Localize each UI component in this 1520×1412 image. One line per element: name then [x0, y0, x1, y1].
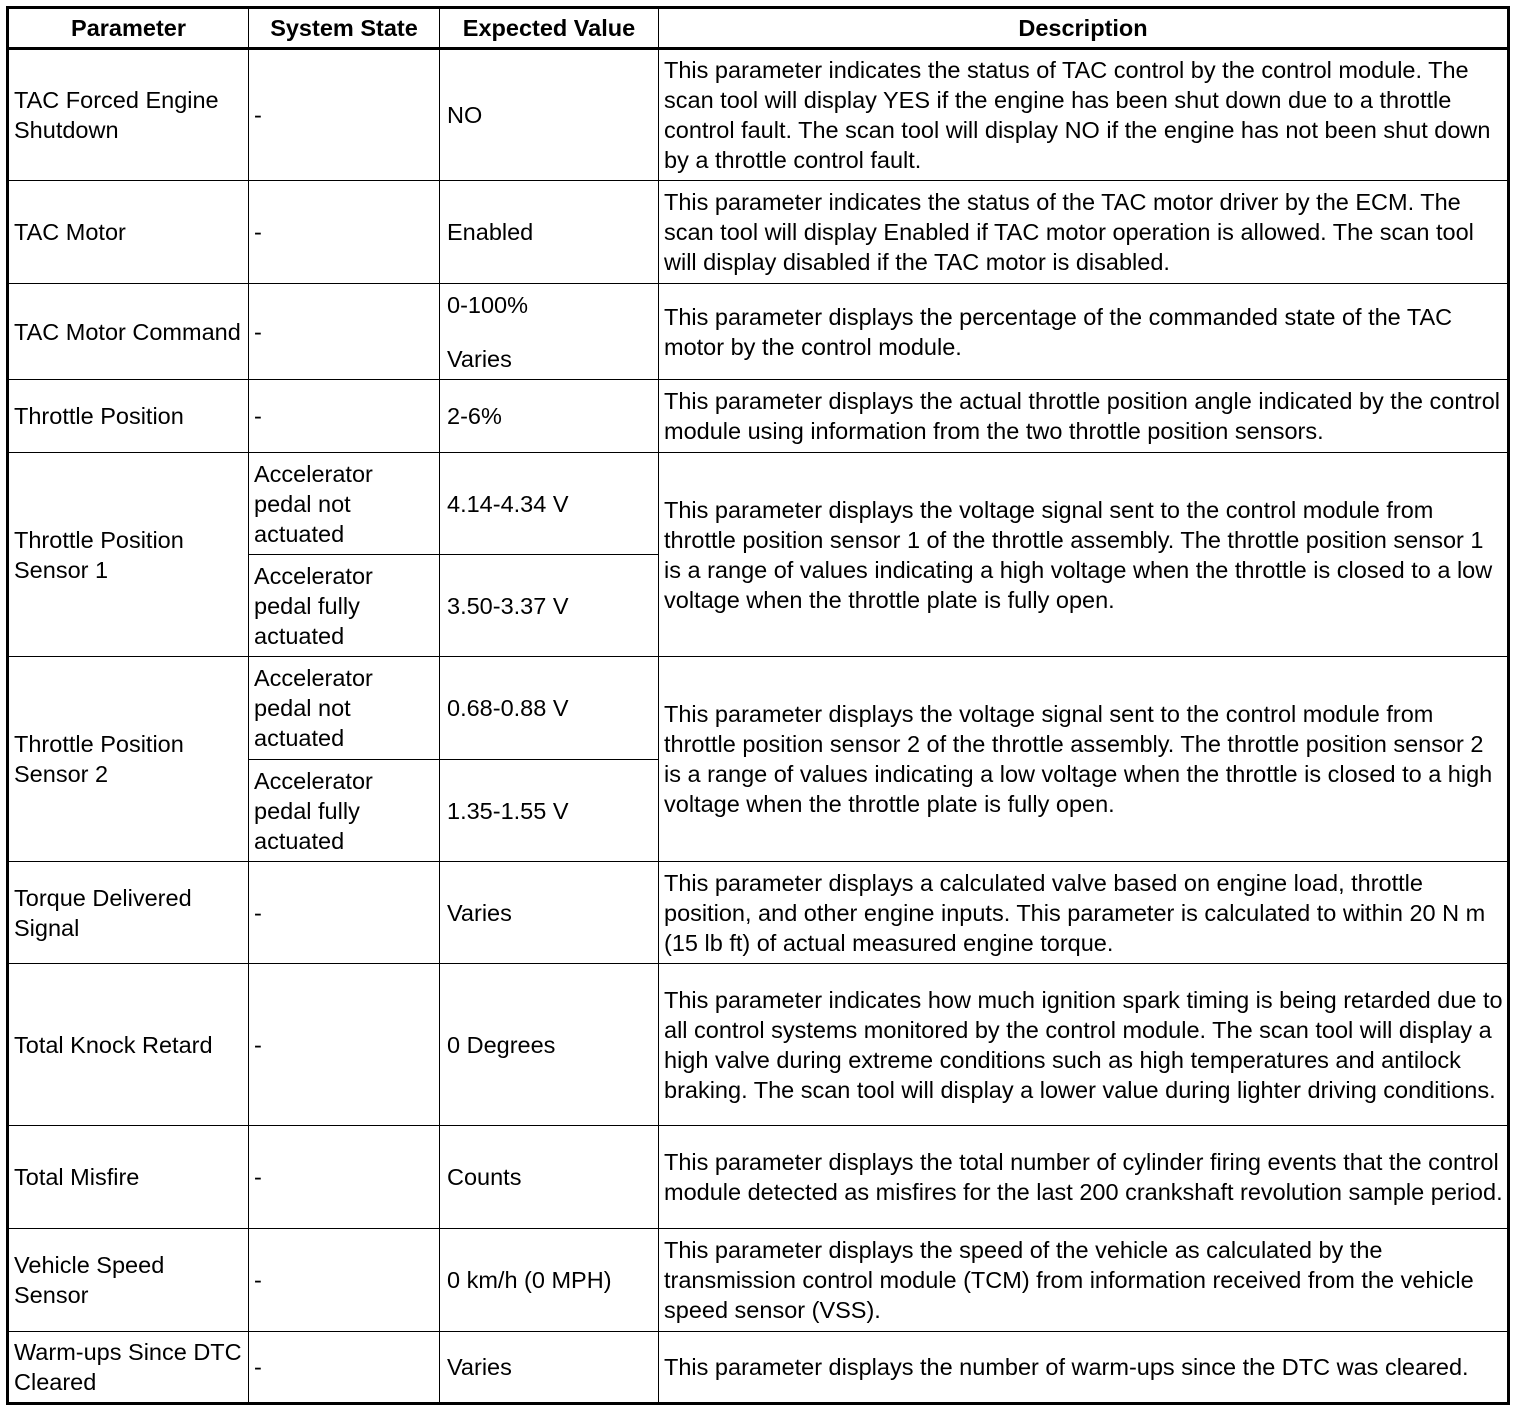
expected-value-cell: 0 Degrees	[440, 964, 659, 1126]
description-cell: This parameter displays the number of warm-ups since the DTC was cleared.	[659, 1332, 1509, 1404]
parameter-cell: Total Knock Retard	[8, 964, 249, 1126]
expected-value-cell: 2-6%	[440, 380, 659, 453]
description-cell: This parameter displays a calculated valve based on engine load, throttle position, and other engine inputs. This parameter is calculated to within 20 N m (15 lb ft) of actual measured engine torque.	[659, 862, 1509, 964]
header-row	[8, 8, 1509, 49]
system-state-cell: -	[249, 380, 440, 453]
system-state-cell: -	[249, 862, 440, 964]
description-cell: This parameter indicates the status of TAC control by the control module. The scan tool will display YES if the engine has been shut down due to a throttle control fault. The scan tool will display NO if the engine has not been shut down by a throttle control fault.	[659, 49, 1509, 181]
expected-value-cell: 0 km/h (0 MPH)	[440, 1229, 659, 1332]
table-row	[8, 284, 1509, 380]
system-state-cell: -	[249, 1126, 440, 1229]
expected-range: 0-100%	[447, 291, 528, 318]
header-parameter: Parameter	[8, 8, 249, 49]
expected-value-cell: 1.35-1.55 V	[440, 760, 659, 862]
expected-value-cell	[440, 284, 659, 380]
table-row	[8, 49, 1509, 181]
system-state-cell: -	[249, 49, 440, 181]
expected-value-cell: Varies	[440, 862, 659, 964]
description-cell: This parameter indicates how much ignition spark timing is being retarded due to all control systems monitored by the control module. The scan tool will display a high valve during extreme conditions such as high temperatures and antilock braking. The scan tool will display a lower value during lighter driving conditions.	[659, 964, 1509, 1126]
parameter-cell: Throttle Position Sensor 1	[8, 453, 249, 657]
parameter-cell: Torque Delivered Signal	[8, 862, 249, 964]
description-cell: This parameter displays the voltage signal sent to the control module from throttle position sensor 1 of the throttle assembly. The throttle position sensor 1 is a range of values indicating a high voltage when the throttle is closed to a low voltage when the throttle plate is fully open.	[659, 453, 1509, 657]
header-system-state: System State	[249, 8, 440, 49]
parameter-cell: Throttle Position	[8, 380, 249, 453]
expected-value-cell: Varies	[440, 1332, 659, 1404]
table-row	[8, 1126, 1509, 1229]
description-cell: This parameter displays the total number of cylinder firing events that the control module detected as misfires for the last 200 crankshaft revolution sample period.	[659, 1126, 1509, 1229]
expected-note: Varies	[447, 345, 512, 372]
parameter-cell: TAC Motor Command	[8, 284, 249, 380]
parameter-cell: Throttle Position Sensor 2	[8, 657, 249, 862]
expected-value-cell: 3.50-3.37 V	[440, 555, 659, 657]
table-row	[8, 964, 1509, 1126]
expected-value-cell: NO	[440, 49, 659, 181]
system-state-cell: Accelerator pedal not actuated	[249, 657, 440, 760]
system-state-cell: -	[249, 964, 440, 1126]
expected-value-cell: Enabled	[440, 181, 659, 284]
system-state-cell: -	[249, 181, 440, 284]
parameter-cell: TAC Motor	[8, 181, 249, 284]
system-state-cell: Accelerator pedal fully actuated	[249, 555, 440, 657]
table-row	[8, 380, 1509, 453]
system-state-cell: -	[249, 1332, 440, 1404]
system-state-cell: -	[249, 1229, 440, 1332]
expected-value-cell: 0.68-0.88 V	[440, 657, 659, 760]
parameter-cell: Total Misfire	[8, 1126, 249, 1229]
header-expected-value: Expected Value	[440, 8, 659, 49]
expected-value-cell: Counts	[440, 1126, 659, 1229]
table-row	[8, 453, 1509, 555]
parameter-cell: TAC Forced Engine Shutdown	[8, 49, 249, 181]
expected-value-cell: 4.14-4.34 V	[440, 453, 659, 555]
description-cell: This parameter displays the speed of the vehicle as calculated by the transmission control module (TCM) from information received from the vehicle speed sensor (VSS).	[659, 1229, 1509, 1332]
table-row	[8, 657, 1509, 760]
table-row	[8, 1229, 1509, 1332]
parameter-cell: Vehicle Speed Sensor	[8, 1229, 249, 1332]
description-cell: This parameter displays the percentage of the commanded state of the TAC motor by the control module.	[659, 284, 1509, 380]
table-row	[8, 181, 1509, 284]
system-state-cell: Accelerator pedal fully actuated	[249, 760, 440, 862]
parameter-cell: Warm-ups Since DTC Cleared	[8, 1332, 249, 1404]
description-cell: This parameter indicates the status of the TAC motor driver by the ECM. The scan tool will display Enabled if TAC motor operation is allowed. The scan tool will display disabled if the TAC motor is disabled.	[659, 181, 1509, 284]
description-cell: This parameter displays the voltage signal sent to the control module from throttle position sensor 2 of the throttle assembly. The throttle position sensor 2 is a range of values indicating a low voltage when the throttle is closed to a high voltage when the throttle plate is fully open.	[659, 657, 1509, 862]
system-state-cell: -	[249, 284, 440, 380]
system-state-cell: Accelerator pedal not actuated	[249, 453, 440, 555]
table-row	[8, 1332, 1509, 1404]
description-cell: This parameter displays the actual throttle position angle indicated by the control module using information from the two throttle position sensors.	[659, 380, 1509, 453]
table-row	[8, 862, 1509, 964]
header-description: Description	[659, 8, 1509, 49]
parameter-table	[6, 6, 1510, 1405]
